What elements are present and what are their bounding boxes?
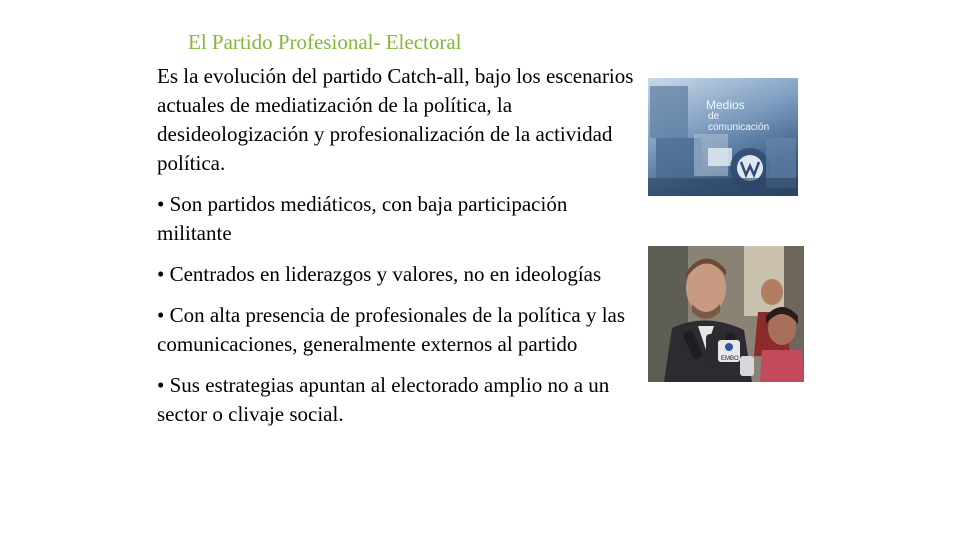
bullet-item: • Con alta presencia de profesionales de la política y las comunicaciones, generalmente externos al partido xyxy=(157,303,626,356)
press-photo-graphic xyxy=(648,246,804,382)
media-image xyxy=(648,78,798,196)
bullet-item: • Centrados en liderazgos y valores, no en ideologías xyxy=(157,262,602,286)
press-photo xyxy=(648,246,804,382)
bullet-item: • Son partidos mediáticos, con baja participación militante xyxy=(157,192,568,245)
intro-paragraph: Es la evolución del partido Catch-all, bajo los escenarios actuales de mediatización de la política, la desideologización y profesionalización de la actividad política. xyxy=(157,64,634,175)
slide-title: El Partido Profesional- Electoral xyxy=(188,30,462,54)
media-logo: Medios de comunicación xyxy=(706,98,770,133)
media-collage-graphic xyxy=(648,78,798,196)
bullet-item: • Sus estrategias apuntan al electorado amplio no a un sector o clivaje social. xyxy=(157,373,610,426)
mic-flag-label: EMBO xyxy=(721,356,739,362)
slide-body xyxy=(157,62,637,441)
